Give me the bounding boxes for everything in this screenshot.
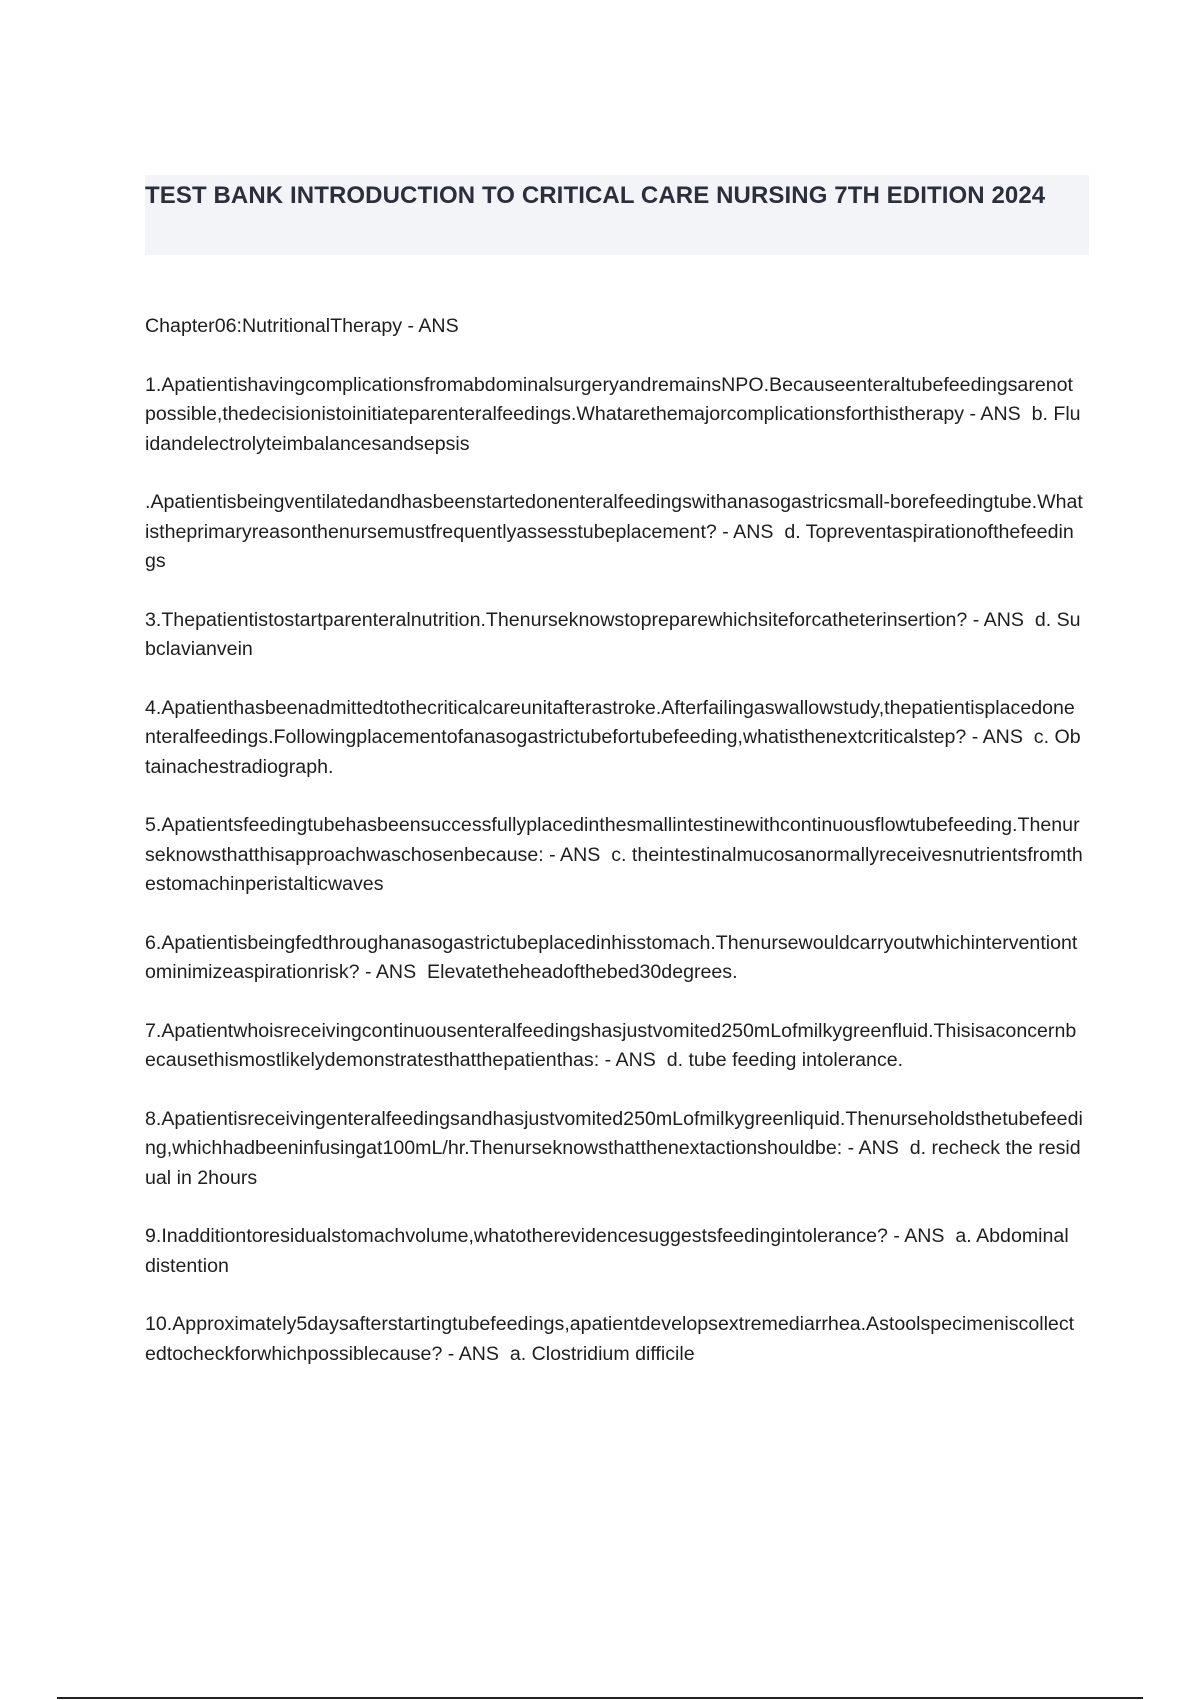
question-item bbox=[145, 811, 1083, 900]
question-text: 10.Approximately5daysafterstartingtubefeedings,apatientdevelopsextremediarrhea.Astoolspecimeniscollectedtocheckforwhichpossiblecause? bbox=[145, 1313, 1075, 1365]
question-item bbox=[145, 1222, 1083, 1281]
document-body bbox=[145, 312, 1083, 1398]
answer-marker: - ANS bbox=[964, 403, 1032, 425]
question-text: 6.Apatientisbeingfedthroughanasogastrictubeplacedinhisstomach.Thenursewouldcarryoutwhichinterventiontominimizeaspirationrisk? bbox=[145, 931, 1078, 983]
question-item bbox=[145, 606, 1083, 665]
answer-marker: - ANS bbox=[967, 608, 1035, 631]
answer-text: d. Topreventaspirationofthefeedings bbox=[145, 520, 1074, 572]
answer-text: a. Abdominal distention bbox=[145, 1225, 1069, 1277]
question-item bbox=[145, 929, 1083, 988]
question-item bbox=[145, 694, 1083, 783]
answer-text: c. theintestinalmucosanormallyreceivesnutrientsfromthestomachinperistalticwaves bbox=[145, 843, 1083, 895]
question-text: 4.Apatienthasbeenadmittedtothecriticalcareunitafterastroke.Afterfailingaswallowstudy,thepatientisplacedonenteralfeedings.Followingplacementofanasogastrictubefortubefeeding,whatisthenextcriticalstep? bbox=[145, 696, 1075, 748]
answer-marker: - ANS bbox=[543, 843, 612, 866]
answer-text: b. Fluidandelectrolyteimbalancesandsepsis bbox=[145, 403, 1081, 455]
answer-marker: - ANS bbox=[887, 1225, 956, 1247]
question-text: 5.Apatientsfeedingtubehasbeensuccessfullyplacedinthesmallintestinewithcontinuousflowtubefeeding.Thenurseknowsthatthisapproachwaschosenbecause: bbox=[145, 814, 1080, 866]
question-item bbox=[145, 1105, 1083, 1194]
question-text: .Apatientisbeingventilatedandhasbeenstartedonenteralfeedingswithanasogastricsmall-borefeedingtube.Whatistheprimaryreasonthenursemustfrequentlyassesstubeplacement? bbox=[145, 491, 1083, 543]
title-banner bbox=[145, 175, 1089, 255]
question-text: 7.Apatientwhoisreceivingcontinuousenteralfeedingshasjustvomited250mLofmilkygreenfluid.Thisisaconcernbecausethismostlikelydemonstratesthatthepatienthas: bbox=[145, 1019, 1077, 1071]
question-item bbox=[145, 1017, 1083, 1076]
chapter-heading: Chapter06:NutritionalTherapy - ANS bbox=[145, 315, 459, 337]
answer-text: c. Obtainachestradiograph. bbox=[145, 726, 1081, 778]
answer-text: a. Clostridium difficile bbox=[509, 1342, 695, 1365]
question-item bbox=[145, 1310, 1083, 1369]
answer-marker: - ANS bbox=[442, 1342, 510, 1365]
answer-text: d. Subclavianvein bbox=[145, 608, 1081, 660]
answer-text: Elevatetheheadofthebed30degrees. bbox=[427, 961, 738, 983]
answer-text: d. tube feeding intolerance. bbox=[666, 1049, 904, 1071]
question-item bbox=[145, 371, 1083, 460]
answer-marker: - ANS bbox=[966, 726, 1034, 748]
document-title: TEST BANK INTRODUCTION TO CRITICAL CARE NURSING 7TH EDITION 2024 bbox=[145, 182, 1046, 209]
answer-text: d. recheck the residual in 2hours bbox=[145, 1137, 1081, 1189]
question-item bbox=[145, 488, 1083, 577]
answer-marker: - ANS bbox=[716, 520, 785, 543]
answer-marker: - ANS bbox=[599, 1049, 667, 1071]
question-text: 8.Apatientisreceivingenteralfeedingsandhasjustvomited250mLofmilkygreenliquid.Thenurseholdsthetubefeeding,whichhadbeeninfusingat100mL/hr.Thenurseknowsthatthenextactionshouldbe: bbox=[145, 1107, 1083, 1159]
question-text: 3.Thepatientistostartparenteralnutrition.Thenurseknowstopreparewhichsiteforcatheterinsertion? bbox=[145, 608, 968, 631]
question-text: 1.ApatientishavingcomplicationsfromabdominalsurgeryandremainsNPO.Becauseenteraltubefeedingsarenotpossible,thedecisionistoinitiateparenteralfeedings.Whatarethemajorcomplicationsforthistherapy bbox=[145, 373, 1073, 425]
question-list bbox=[145, 371, 1083, 1370]
answer-marker: - ANS bbox=[359, 961, 428, 983]
answer-marker: - ANS bbox=[842, 1137, 910, 1159]
question-text: 9.Inadditiontoresidualstomachvolume,whatotherevidencesuggestsfeedingintolerance? bbox=[145, 1225, 888, 1247]
footer-divider bbox=[57, 1697, 1143, 1699]
